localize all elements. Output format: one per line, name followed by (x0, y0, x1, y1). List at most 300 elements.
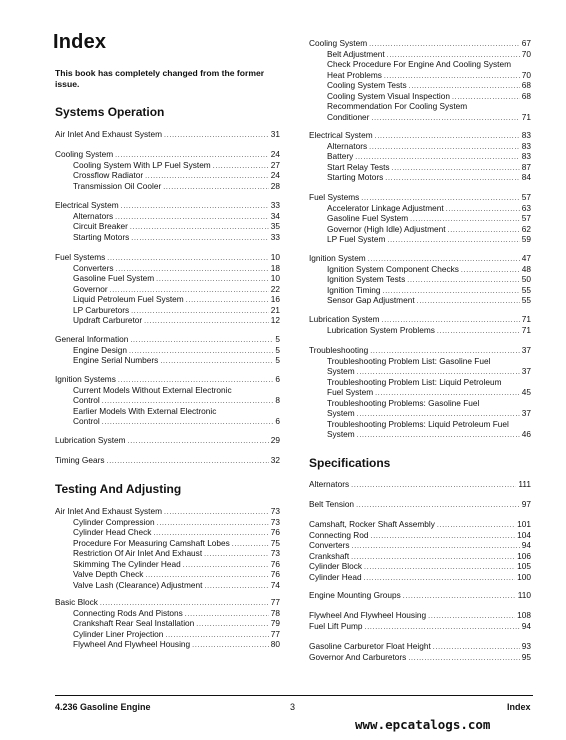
entry-title: Crankshaft Rear Seal Installation (73, 618, 195, 628)
index-subentry (55, 618, 280, 629)
entry-page-number: 16 (270, 294, 280, 304)
index-subentry (55, 395, 280, 406)
entry-title: Battery (327, 151, 354, 161)
entry-title: Start Relay Tests (327, 161, 390, 172)
index-subentry (309, 213, 531, 224)
entry-title: Lubrication System Problems (327, 324, 435, 335)
entry-page-number: 106 (517, 550, 531, 561)
index-subentry (309, 234, 531, 245)
entry-title: Engine Design (73, 344, 127, 355)
entry-page-number: 50 (521, 274, 531, 284)
page-title: Index (53, 31, 107, 53)
index-group (309, 192, 531, 245)
entry-page-number: 28 (270, 180, 280, 191)
entry-title: Cylinder Block (309, 561, 363, 571)
entry-title: Starting Motors (327, 172, 384, 182)
index-entry (309, 561, 531, 572)
entry-page-number: 71 (521, 324, 531, 335)
index-group (309, 610, 531, 631)
dot-leader (107, 455, 269, 468)
entry-page-number: 78 (270, 607, 280, 618)
index-entry (309, 130, 531, 141)
entry-title: Liquid Petroleum Fuel System (73, 294, 184, 304)
entry-title: Heat Problems (327, 69, 382, 80)
entry-page-number: 24 (270, 149, 280, 159)
entry-title: Belt Adjustment (327, 48, 385, 59)
entry-title: Flywheel And Flywheel Housing (309, 610, 427, 620)
entry-title: Fuel System (327, 387, 374, 397)
index-subentry (55, 294, 280, 305)
dot-leader (163, 181, 269, 194)
entry-page-number: 76 (270, 569, 280, 579)
index-subentry (55, 305, 280, 316)
index-subentry (55, 273, 280, 284)
dot-leader (437, 325, 520, 338)
entry-title: Basic Block (55, 597, 98, 607)
index-group (55, 506, 280, 590)
entry-page-number: 27 (270, 159, 280, 170)
entry-page-number: 22 (270, 283, 280, 294)
entry-title: Converters (73, 262, 114, 273)
index-subentry (55, 263, 280, 274)
entry-title: Troubleshooting Problems: Liquid Petroleum Fuel (327, 418, 509, 429)
entry-page-number: 46 (521, 429, 531, 439)
entry-page-number: 100 (517, 571, 531, 582)
entry-title: Alternators (73, 210, 114, 221)
index-subentry (55, 284, 280, 295)
entry-title: LP Carburetors (73, 304, 130, 315)
entry-page-number: 79 (270, 618, 280, 628)
entry-page-number: 108 (517, 610, 531, 620)
entry-page-number: 48 (521, 263, 531, 274)
index-group (55, 200, 280, 242)
left-column (55, 0, 280, 690)
entry-page-number: 73 (270, 506, 280, 516)
entry-page-number: 62 (521, 223, 531, 234)
entry-title: Ignition Timing (327, 284, 381, 295)
dot-leader (144, 315, 269, 328)
index-subentry (309, 49, 531, 60)
index-subentry (55, 548, 280, 559)
entry-title: Governor (High Idle) Adjustment (327, 223, 446, 234)
entry-page-number: 77 (270, 628, 280, 639)
entry-page-number: 10 (270, 273, 280, 283)
entry-page-number: 24 (270, 170, 280, 180)
index-subentry (55, 315, 280, 326)
entry-title: Electrical System (55, 200, 119, 210)
index-subentry (309, 295, 531, 306)
entry-page-number: 34 (270, 210, 280, 221)
index-entry (309, 530, 531, 541)
entry-title: Crankshaft (309, 550, 350, 561)
entry-page-number: 94 (521, 540, 531, 550)
entry-title: Fuel Lift Pump (309, 620, 363, 631)
entry-page-number: 75 (270, 537, 280, 548)
entry-title: Alternators (327, 140, 368, 151)
index-entry (309, 590, 531, 601)
index-subentry (55, 629, 280, 640)
index-entry (309, 38, 531, 49)
dot-leader (131, 232, 269, 245)
entry-page-number: 68 (521, 80, 531, 90)
index-subentry (309, 264, 531, 275)
index-group (309, 314, 531, 335)
index-subentry (309, 387, 531, 398)
index-group (55, 455, 280, 466)
entry-page-number: 68 (521, 90, 531, 101)
entry-title: Ignition System Component Checks (327, 263, 459, 274)
entry-title: Governor (73, 283, 108, 294)
index-subentry (55, 639, 280, 650)
entry-page-number: 55 (521, 295, 531, 305)
index-group (309, 479, 531, 490)
footer-section-name: Index (507, 702, 531, 712)
index-subentry (55, 569, 280, 580)
entry-page-number: 84 (521, 172, 531, 182)
entry-page-number: 47 (521, 253, 531, 263)
entry-title: Ignition Systems (55, 374, 116, 384)
index-subentry (309, 274, 531, 285)
entry-title: Converters (309, 540, 350, 550)
entry-page-number: 70 (521, 48, 531, 59)
index-subentry (309, 429, 531, 440)
index-subentry (55, 232, 280, 243)
entry-page-number: 71 (521, 314, 531, 324)
section-heading-systems-operation: Systems Operation (55, 105, 165, 119)
entry-page-number: 74 (270, 579, 280, 590)
entry-title: Flywheel And Flywheel Housing (73, 639, 191, 649)
index-subentry (55, 580, 280, 591)
entry-title: Troubleshooting Problem List: Gasoline Fuel (327, 355, 491, 366)
index-group (55, 334, 280, 366)
entry-title: General Information (55, 334, 129, 344)
index-subentry (309, 59, 531, 70)
entry-title: Fuel Systems (55, 252, 106, 262)
index-subentry (309, 70, 531, 81)
entry-title: System (327, 429, 355, 439)
dot-leader (160, 355, 273, 368)
index-subentry (55, 170, 280, 181)
index-subentry (55, 181, 280, 192)
entry-title: Crossflow Radiator (73, 170, 144, 180)
entry-title: Ignition System (309, 253, 366, 263)
entry-page-number: 33 (270, 231, 280, 242)
dot-leader (387, 234, 519, 247)
entry-title: Cooling System Visual Inspection (327, 90, 450, 101)
right-column (309, 0, 531, 690)
entry-page-number: 80 (270, 639, 280, 649)
entry-page-number: 12 (270, 315, 280, 325)
entry-page-number: 83 (521, 151, 531, 161)
index-subentry (309, 162, 531, 173)
dot-leader (164, 129, 269, 142)
entry-title: Cooling System (309, 38, 368, 48)
dot-leader (356, 499, 520, 512)
entry-title: Cylinder Head Check (73, 527, 152, 537)
entry-title: Gasoline Fuel System (327, 213, 409, 223)
index-subentry (55, 559, 280, 570)
entry-page-number: 104 (517, 529, 531, 540)
footer-page-number: 3 (290, 702, 296, 712)
index-subentry (55, 517, 280, 528)
index-group (55, 129, 280, 140)
index-entry (309, 345, 531, 356)
index-subentry (309, 285, 531, 296)
index-group (309, 590, 531, 601)
entry-title: Valve Depth Check (73, 569, 144, 579)
entry-page-number: 5 (275, 344, 280, 355)
dot-leader (351, 479, 516, 492)
entry-title: Circuit Breaker (73, 221, 128, 231)
entry-title: Governor And Carburetors (309, 651, 407, 662)
index-subentry (309, 325, 531, 336)
section-heading-testing-and-adjusting: Testing And Adjusting (55, 482, 182, 496)
index-subentry (309, 366, 531, 377)
entry-page-number: 110 (517, 590, 531, 600)
entry-page-number: 70 (521, 69, 531, 80)
index-entry (55, 149, 280, 160)
entry-title: Engine Serial Numbers (73, 355, 159, 365)
index-group (55, 374, 280, 427)
entry-page-number: 55 (521, 284, 531, 295)
index-entry (55, 435, 280, 446)
dot-leader (403, 590, 516, 603)
index-subentry (55, 538, 280, 549)
index-entry (55, 455, 280, 466)
dot-leader (385, 172, 520, 185)
entry-page-number: 5 (275, 334, 280, 344)
entry-page-number: 95 (521, 651, 531, 662)
entry-page-number: 73 (270, 548, 280, 558)
entry-page-number: 71 (521, 111, 531, 122)
entry-title: Transmission Oil Cooler (73, 180, 162, 191)
index-subentry (309, 377, 531, 388)
index-entry (309, 519, 531, 530)
index-entry (309, 479, 531, 490)
entry-title: Cooling System With LP Fuel System (73, 159, 211, 170)
entry-title: Starting Motors (73, 231, 130, 242)
index-subentry (309, 408, 531, 419)
entry-title: Conditioner (327, 111, 370, 122)
dot-leader (364, 572, 516, 585)
index-subentry (309, 203, 531, 214)
dot-leader (371, 112, 519, 125)
entry-page-number: 32 (270, 455, 280, 465)
entry-title: Air Inlet And Exhaust System (55, 506, 162, 516)
index-entry (55, 506, 280, 517)
entry-page-number: 57 (521, 213, 531, 223)
entry-title: Fuel Systems (309, 192, 360, 202)
index-group (55, 252, 280, 326)
dot-leader (192, 639, 269, 652)
index-group (309, 130, 531, 183)
entry-page-number: 37 (521, 345, 531, 355)
dot-leader (204, 580, 268, 593)
index-entry (55, 200, 280, 211)
index-subentry (55, 160, 280, 171)
entry-title: LP Fuel System (327, 234, 386, 244)
entry-page-number: 59 (521, 234, 531, 244)
entry-page-number: 105 (517, 561, 531, 571)
index-entry (309, 572, 531, 583)
entry-title: Cooling System Tests (327, 80, 407, 90)
index-entry (309, 314, 531, 325)
entry-title: Control (73, 395, 100, 405)
entry-title: Connecting Rods And Pistons (73, 607, 183, 618)
index-subentry (55, 221, 280, 232)
entry-title: Cylinder Liner Projection (73, 628, 164, 639)
entry-title: Procedure For Measuring Camshaft Lobes (73, 537, 230, 548)
index-subentry (309, 151, 531, 162)
entry-title: Ignition System Tests (327, 274, 406, 284)
entry-page-number: 6 (275, 374, 280, 384)
entry-title: Accelerator Linkage Adjustment (327, 202, 444, 213)
entry-title: Control (73, 416, 100, 426)
entry-title: Cylinder Head (309, 571, 362, 582)
entry-page-number: 76 (270, 527, 280, 537)
index-entry (309, 610, 531, 621)
index-subentry (55, 416, 280, 427)
entry-title: Timing Gears (55, 455, 105, 465)
dot-leader (417, 295, 520, 308)
entry-title: Lubrication System (309, 314, 380, 324)
entry-title: System (327, 408, 355, 418)
entry-title: Camshaft, Rocker Shaft Assembly (309, 519, 435, 529)
entry-title: Troubleshooting Problem List: Liquid Petroleum (327, 376, 502, 387)
entry-page-number: 45 (521, 387, 531, 397)
entry-page-number: 33 (270, 200, 280, 210)
section-heading-specifications: Specifications (309, 456, 391, 470)
dot-leader (408, 652, 519, 665)
entry-page-number: 63 (521, 202, 531, 213)
entry-title: Skimming The Cylinder Head (73, 558, 181, 569)
entry-page-number: 83 (521, 140, 531, 151)
index-entry (55, 374, 280, 385)
index-group (309, 38, 531, 122)
footer-book-title: 4.236 Gasoline Engine (55, 702, 151, 712)
entry-page-number: 101 (517, 519, 531, 529)
dot-leader (102, 416, 274, 429)
entry-page-number: 8 (275, 395, 280, 405)
index-group (55, 435, 280, 446)
index-entry (309, 621, 531, 632)
entry-title: Lubrication System (55, 435, 126, 445)
entry-title: Alternators (309, 479, 350, 489)
entry-title: Cooling System (55, 149, 114, 159)
index-group (309, 253, 531, 306)
dot-leader (357, 429, 520, 442)
entry-page-number: 76 (270, 558, 280, 569)
index-subentry (55, 527, 280, 538)
index-group (309, 519, 531, 582)
index-subentry (309, 224, 531, 235)
entry-page-number: 35 (270, 221, 280, 231)
index-group (55, 149, 280, 191)
dot-leader (128, 435, 269, 448)
index-subentry (55, 345, 280, 356)
index-entry (55, 252, 280, 263)
entry-page-number: 5 (275, 355, 280, 365)
index-subentry (309, 419, 531, 430)
entry-page-number: 73 (270, 516, 280, 527)
index-entry (309, 641, 531, 652)
entry-page-number: 21 (270, 304, 280, 315)
index-group (309, 641, 531, 662)
entry-page-number: 6 (275, 416, 280, 426)
index-subentry (309, 80, 531, 91)
entry-title: Updraft Carburetor (73, 315, 143, 325)
entry-title: Troubleshooting Problems: Gasoline Fuel (327, 397, 480, 408)
watermark-url: www.epcatalogs.com (355, 717, 491, 732)
index-subentry (55, 608, 280, 619)
entry-page-number: 37 (521, 408, 531, 418)
index-entry (55, 597, 280, 608)
entry-page-number: 31 (270, 129, 280, 139)
entry-title: System (327, 366, 355, 376)
entry-title: Engine Mounting Groups (309, 590, 401, 600)
footer-divider (55, 695, 533, 696)
entry-title: Earlier Models With External Electronic (73, 405, 217, 416)
index-subentry (309, 141, 531, 152)
index-subentry (55, 355, 280, 366)
index-subentry (309, 112, 531, 123)
index-group (309, 345, 531, 440)
index-entry (309, 652, 531, 663)
entry-title: Restriction Of Air Inlet And Exhaust (73, 548, 203, 558)
entry-title: Valve Lash (Clearance) Adjustment (73, 579, 203, 590)
entry-page-number: 57 (521, 192, 531, 202)
index-entry (55, 129, 280, 140)
entry-title: Electrical System (309, 130, 373, 140)
index-entry (55, 334, 280, 345)
entry-page-number: 94 (521, 620, 531, 631)
intro-note: This book has completely changed from the former issue. (55, 68, 265, 89)
entry-page-number: 10 (270, 252, 280, 262)
entry-page-number: 87 (521, 161, 531, 172)
entry-title: Check Procedure For Engine And Cooling System (327, 59, 512, 69)
entry-title: Troubleshooting (309, 345, 369, 355)
index-group (309, 499, 531, 510)
entry-title: Current Models Without External Electronic (73, 384, 232, 395)
index-subentry (309, 172, 531, 183)
entry-page-number: 93 (521, 641, 531, 651)
entry-page-number: 37 (521, 366, 531, 376)
entry-title: Air Inlet And Exhaust System (55, 129, 162, 139)
entry-title: Belt Tension (309, 499, 355, 509)
entry-page-number: 77 (270, 597, 280, 607)
index-entry (309, 540, 531, 551)
entry-page-number: 18 (270, 262, 280, 273)
index-entry (309, 192, 531, 203)
entry-page-number: 29 (270, 435, 280, 445)
entry-title: Recommendation For Cooling System (327, 101, 468, 111)
index-subentry (309, 91, 531, 102)
entry-page-number: 67 (521, 38, 531, 48)
entry-title: Connecting Rod (309, 529, 369, 540)
index-subentry (55, 211, 280, 222)
index-entry (309, 253, 531, 264)
index-group (55, 597, 280, 650)
entry-page-number: 111 (518, 479, 531, 489)
entry-page-number: 97 (521, 499, 531, 509)
entry-title: Sensor Gap Adjustment (327, 295, 415, 305)
entry-page-number: 83 (521, 130, 531, 140)
entry-title: Cylinder Compression (73, 516, 155, 527)
dot-leader (365, 621, 520, 634)
index-entry (309, 499, 531, 510)
entry-title: Gasoline Fuel System (73, 273, 155, 283)
index-entry (309, 551, 531, 562)
